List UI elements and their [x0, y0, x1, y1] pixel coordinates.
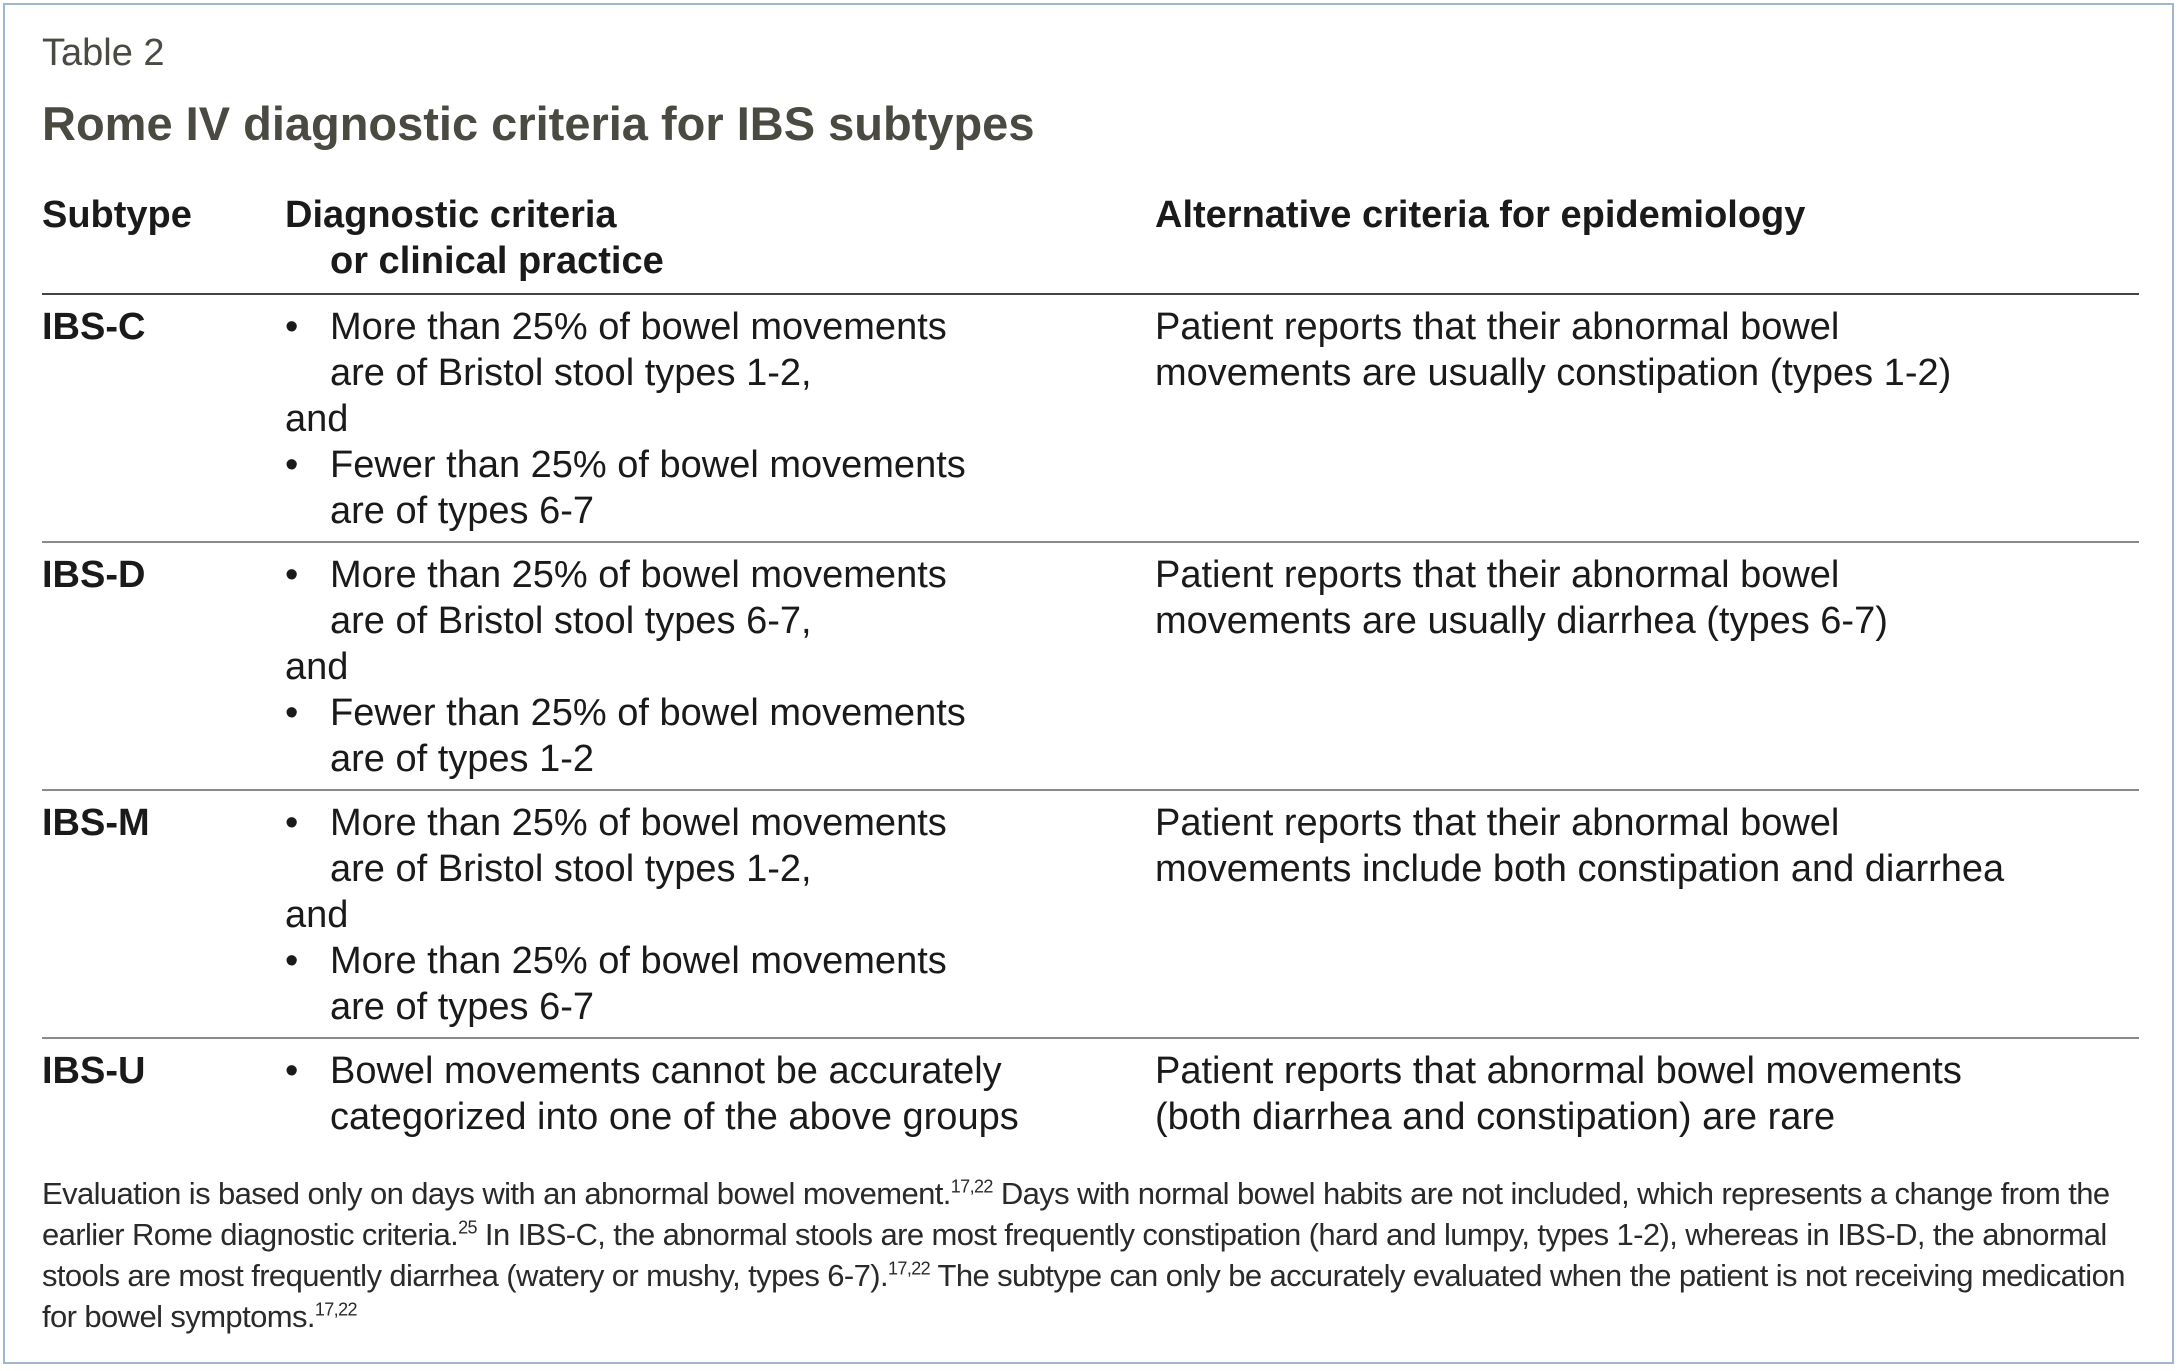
bullet-icon: • — [285, 1050, 299, 1092]
criterion-and: and — [285, 398, 349, 440]
alt-line: Patient reports that abnormal bowel movements — [1155, 1050, 1962, 1092]
row-subtype: IBS-C — [42, 306, 146, 348]
header-rule — [42, 293, 2139, 295]
header-diagnostic-line1: Diagnostic criteria — [285, 194, 617, 236]
alt-line: Patient reports that their abnormal bowel — [1155, 306, 1840, 348]
footnote-reference: 25 — [458, 1217, 477, 1238]
criterion-bullet-item — [285, 442, 1135, 488]
footnote-reference: 17,22 — [950, 1176, 993, 1197]
row-divider — [42, 1037, 2139, 1039]
criterion-continuation: are of Bristol stool types 1-2, — [330, 848, 812, 890]
criterion-line: Fewer than 25% of bowel movements — [330, 692, 966, 734]
footnote-text: The subtype can only be accurately evaluated when the patient is not receiving medication for bowel symptoms. — [42, 1258, 2125, 1334]
criterion-continuation: categorized into one of the above groups — [330, 1096, 1019, 1138]
criterion-continuation: are of types 6-7 — [330, 490, 595, 532]
row-diagnostic-criteria — [285, 304, 1135, 534]
alt-line: (both diarrhea and constipation) are rare — [1155, 1096, 1836, 1138]
criterion-line: More than 25% of bowel movements — [330, 306, 947, 348]
criterion-bullet-item — [285, 690, 1135, 736]
criterion-continuation: are of Bristol stool types 6-7, — [330, 600, 812, 642]
criterion-and: and — [285, 894, 349, 936]
header-subtype: Subtype — [42, 194, 192, 236]
criterion-continuation: are of types 6-7 — [330, 986, 595, 1028]
criterion-and: and — [285, 646, 349, 688]
bullet-icon: • — [285, 554, 299, 596]
row-alternative-criteria — [1155, 800, 2155, 892]
alt-line: movements include both constipation and diarrhea — [1155, 848, 2005, 890]
row-divider — [42, 789, 2139, 791]
criterion-bullet-item — [285, 552, 1135, 598]
row-diagnostic-criteria — [285, 552, 1135, 782]
row-alternative-criteria — [1155, 1048, 2155, 1140]
bullet-icon: • — [285, 802, 299, 844]
criterion-line: Fewer than 25% of bowel movements — [330, 444, 966, 486]
footnote-reference: 17,22 — [314, 1299, 357, 1320]
bullet-icon: • — [285, 444, 299, 486]
bullet-icon: • — [285, 306, 299, 348]
criterion-line: More than 25% of bowel movements — [330, 940, 947, 982]
row-subtype: IBS-U — [42, 1050, 146, 1092]
footnote-text: Evaluation is based only on days with an abnormal bowel movement. — [42, 1176, 951, 1211]
criterion-bullet-item — [285, 304, 1135, 350]
alt-line: movements are usually diarrhea (types 6-7) — [1155, 600, 1888, 642]
header-diagnostic-criteria — [285, 192, 664, 284]
criterion-continuation: are of Bristol stool types 1-2, — [330, 352, 812, 394]
criterion-line: More than 25% of bowel movements — [330, 802, 947, 844]
alt-line: movements are usually constipation (types 1-2) — [1155, 352, 1952, 394]
bullet-icon: • — [285, 692, 299, 734]
header-alternative-criteria: Alternative criteria for epidemiology — [1155, 194, 1806, 236]
row-diagnostic-criteria — [285, 800, 1135, 1030]
row-alternative-criteria — [1155, 304, 2155, 396]
criterion-continuation: are of types 1-2 — [330, 738, 595, 780]
criterion-bullet-item — [285, 1048, 1135, 1094]
criterion-bullet-item — [285, 938, 1135, 984]
table-title: Rome IV diagnostic criteria for IBS subtypes — [42, 97, 1035, 150]
row-subtype: IBS-M — [42, 802, 150, 844]
row-subtype: IBS-D — [42, 554, 146, 596]
criterion-bullet-item — [285, 800, 1135, 846]
criterion-line: Bowel movements cannot be accurately — [330, 1050, 1002, 1092]
footnote-text: Days with normal bowel habits are not included, which represents a change from the earlier Rome diagnostic criteria. — [42, 1176, 2110, 1252]
row-diagnostic-criteria — [285, 1048, 1135, 1140]
footnote-text: In IBS-C, the abnormal stools are most frequently constipation (hard and lumpy, types 1-2), whereas in IBS-D, the abnormal stools are most frequently diarrhea (watery or mushy, types 6-7). — [42, 1217, 2107, 1293]
row-alternative-criteria — [1155, 552, 2155, 644]
alt-line: Patient reports that their abnormal bowel — [1155, 802, 1840, 844]
table-label: Table 2 — [42, 32, 165, 74]
header-diagnostic-line2: or clinical practice — [330, 240, 664, 282]
bullet-icon: • — [285, 940, 299, 982]
row-divider — [42, 541, 2139, 543]
footnote-reference: 17,22 — [888, 1258, 931, 1279]
alt-line: Patient reports that their abnormal bowel — [1155, 554, 1840, 596]
criterion-line: More than 25% of bowel movements — [330, 554, 947, 596]
table-footnote — [42, 1173, 2152, 1337]
